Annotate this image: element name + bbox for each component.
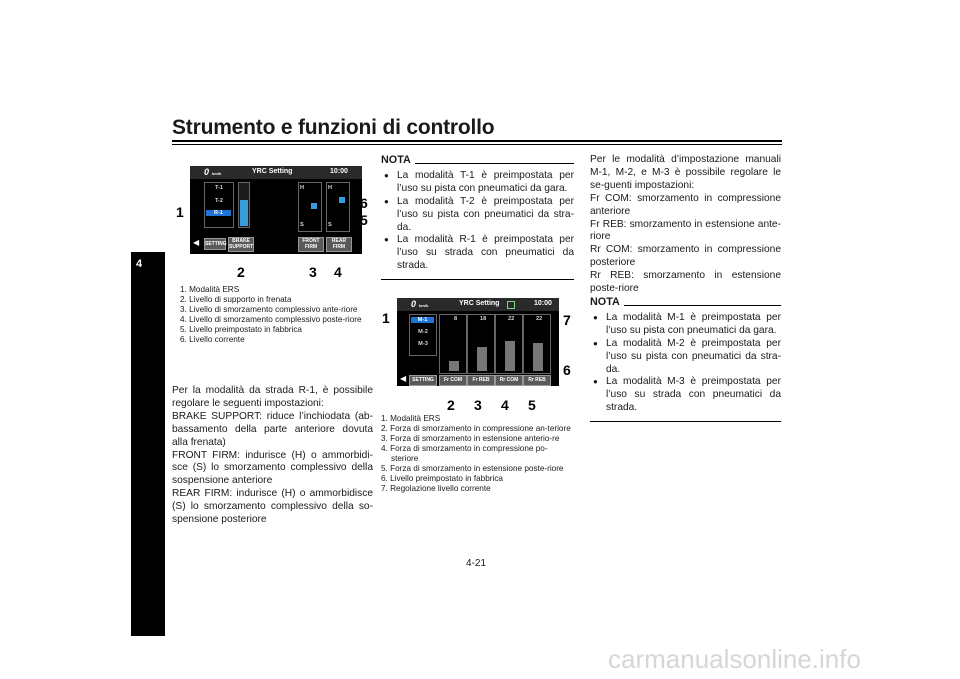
figure2-gauge-fr-com: [439, 314, 467, 374]
figure2-speed: 0: [411, 299, 417, 309]
figure2-gauge-rr-com: [495, 314, 523, 374]
nota2-item: ● La modalità M-3 è preimpostata per l’uso su strada con pneumatici da strada.: [590, 376, 781, 415]
figure2-gauge-rr-reb: [523, 314, 551, 374]
nota2-heading: NOTA: [590, 296, 620, 308]
nota2-heading-row: [590, 296, 781, 309]
paragraph: FRONT FIRM: indurisce (H) o ammorbidi-sce (S) lo smorzamento complessivo della sospensione anteriore: [172, 449, 373, 487]
figure1-mode-item-selected: R-1: [206, 210, 231, 216]
back-arrow-icon[interactable]: ◀: [193, 238, 200, 247]
paragraph: BRAKE SUPPORT: riduce l’inchiodata (ab-bassamento della parte anteriore dovuta alla frenata): [172, 410, 373, 448]
figure2-screen-title: YRC Setting: [459, 300, 500, 307]
figure2-fr-com-button[interactable]: Fr COM: [439, 375, 467, 386]
caption-item: 1. Modalità ERS: [381, 414, 441, 423]
caption-item: 4. Livello di smorzamento complessivo poste-riore: [180, 315, 362, 324]
header-rule-thin: [172, 144, 782, 145]
figure1-rear-firm-button[interactable]: [326, 237, 352, 252]
figure1-callout: 5: [360, 212, 368, 228]
caption-item: 3. Livello di smorzamento complessivo ante-riore: [180, 305, 358, 314]
figure2-bar: [533, 343, 543, 371]
figure2-rr-reb-button[interactable]: Rr REB: [523, 375, 551, 386]
caption-item: 2. Forza di smorzamento in compressione an-teriore: [381, 424, 571, 433]
header-rule: [172, 140, 782, 142]
figure1-clock: 10:00: [330, 168, 348, 175]
nota2-box: [590, 296, 781, 422]
figure1-mode-list: [204, 182, 234, 228]
figure1-brake-button-line: SUPPORT: [229, 244, 254, 250]
figure1-rear-gauge: [326, 182, 350, 232]
caption-item: 5. Livello preimpostato in fabbrica: [180, 325, 302, 334]
figure1-front-firm-button[interactable]: [298, 237, 324, 252]
figure2-speed-unit: km/h: [419, 303, 429, 308]
column3-text: [590, 154, 781, 296]
figure1-front-gauge: [298, 182, 322, 232]
page-title: Strumento e funzioni di controllo: [172, 116, 495, 139]
figure1-speed: 0: [204, 167, 210, 177]
figure2-callout: 7: [563, 312, 571, 328]
figure2-topbar: [397, 298, 559, 311]
figure1-mode-item: T-1: [214, 185, 224, 191]
caption-item: 1. Modalità ERS: [180, 285, 240, 294]
caption-item: 5. Forza di smorzamento in estensione poste-riore: [381, 464, 564, 473]
figure2-callout: 4: [501, 397, 509, 413]
figure1-rear-button-line: REAR: [331, 238, 347, 244]
figure1-front-scale-top: H: [300, 185, 305, 191]
figure1-brake-fill: [240, 200, 248, 226]
paragraph: REAR FIRM: indurisce (H) o ammorbidisce (S) lo smorzamento complessivo della so-spensione posteriore: [172, 488, 373, 526]
status-indicator-icon: [507, 301, 515, 309]
chapter-tab: [131, 252, 165, 636]
paragraph: Rr COM: smorzamento in compressione posteriore: [590, 244, 781, 269]
paragraph: Fr COM: smorzamento in compressione anteriore: [590, 192, 781, 217]
figure2-callout: 2: [447, 397, 455, 413]
nota1-item: ● La modalità R-1 è preimpostata per l’uso su strada con pneumatici da strada.: [381, 234, 574, 273]
figure2-callout: 3: [474, 397, 482, 413]
figure2-rr-com-button[interactable]: Rr COM: [495, 375, 523, 386]
figure2-mode-item: M-2: [418, 329, 428, 335]
paragraph: Fr REB: smorzamento in estensione ante-riore: [590, 218, 781, 243]
figure2-bar: [505, 341, 515, 371]
figure1-speed-unit: km/h: [212, 171, 222, 176]
figure2-gauge-fr-reb: [467, 314, 495, 374]
figure1-callout: 3: [309, 264, 317, 280]
figure1-brake-button-line: BRAKE: [232, 238, 250, 244]
figure1-topbar: [190, 166, 362, 179]
caption-item: 4. Forza di smorzamento in compressione po-steriore: [381, 444, 548, 463]
figure2-fr-reb-button[interactable]: Fr REB: [467, 375, 495, 386]
figure2-level: 22: [536, 316, 543, 322]
figure2-callout: 5: [528, 397, 536, 413]
nota2-end-rule: [590, 421, 781, 422]
caption-item: 2. Livello di supporto in frenata: [180, 295, 292, 304]
caption-item: 6. Livello preimpostato in fabbrica: [381, 474, 503, 483]
nota2-item: ● La modalità M-1 è preimpostata per l’uso su pista con pneumatici da gara.: [590, 312, 781, 338]
figure1-captions: [180, 285, 375, 345]
figure2-bar: [477, 347, 487, 371]
paragraph: Per la modalità da strada R-1, è possibile regolare le seguenti impostazioni:: [172, 385, 373, 409]
caption-item: 6. Livello corrente: [180, 335, 245, 344]
figure2-callout: 6: [563, 362, 571, 378]
figure1-screen: [190, 166, 362, 254]
figure2-setting-button[interactable]: SETTING: [409, 375, 437, 386]
watermark: carmanualsonline.info: [608, 644, 861, 674]
nota1-item: ● La modalità T-1 è preimpostata per l’uso su pista con pneumatici da gara.: [381, 170, 574, 196]
paragraph: Per le modalità d’impostazione manuali M-1, M-2, e M-3 è possibile regolare le se-guenti impostazioni:: [590, 154, 781, 191]
nota1-heading: NOTA: [381, 154, 411, 166]
figure1-rear-level: [339, 197, 345, 203]
figure2-screen: [397, 298, 559, 386]
nota1-item: ● La modalità T-2 è preimpostata per l’uso su pista con pneumatici da stra-da.: [381, 196, 574, 235]
figure1-setting-button[interactable]: SETTING: [204, 238, 226, 250]
figure1-rear-scale-bottom: S: [328, 222, 332, 228]
paragraph: Rr REB: smorzamento in estensione poste-riore: [590, 270, 781, 295]
figure1-rear-scale-top: H: [328, 185, 333, 191]
figure1-callout: 2: [237, 264, 245, 280]
nota2-item: ● La modalità M-2 è preimpostata per l’uso su pista con pneumatici da stra-da.: [590, 338, 781, 377]
nota1-end-rule: [381, 279, 574, 280]
caption-item: 7. Regolazione livello corrente: [381, 484, 491, 493]
figure2-mode-item-selected: M-1: [411, 317, 434, 323]
figure1-mode-item: T-2: [214, 198, 224, 204]
column1-text: [172, 385, 373, 527]
figure2-bar: [449, 361, 459, 371]
figure2-level: 18: [480, 316, 487, 322]
figure1-front-button-line: FIRM: [304, 244, 318, 250]
figure1-front-scale-bottom: S: [300, 222, 304, 228]
figure2-captions: [381, 414, 574, 494]
figure2-mode-list: [409, 314, 437, 356]
figure1-front-button-line: FRONT: [302, 238, 320, 244]
figure1-screen-title: YRC Setting: [252, 168, 293, 175]
back-arrow-icon[interactable]: ◀: [400, 374, 407, 383]
figure1-brake-support-button[interactable]: [228, 237, 254, 252]
figure2-level: 8: [454, 316, 458, 322]
caption-item: 3. Forza di smorzamento in estensione anterio-re: [381, 434, 560, 443]
chapter-number: 4: [136, 258, 143, 270]
nota1-box: [381, 154, 574, 280]
figure2-level: 22: [508, 316, 515, 322]
figure2-clock: 10:00: [534, 300, 552, 307]
page-number: 4-21: [466, 558, 487, 569]
figure1-brake-gauge: [238, 182, 250, 228]
figure1-callout: 6: [360, 195, 368, 211]
figure1-callout: 4: [334, 264, 342, 280]
figure2-mode-item: M-3: [418, 341, 428, 347]
figure1-callout: 1: [176, 204, 184, 220]
figure1-rear-button-line: FIRM: [332, 244, 346, 250]
figure2-callout: 1: [382, 310, 390, 326]
figure1-front-level: [311, 203, 317, 209]
nota1-heading-row: [381, 154, 574, 167]
